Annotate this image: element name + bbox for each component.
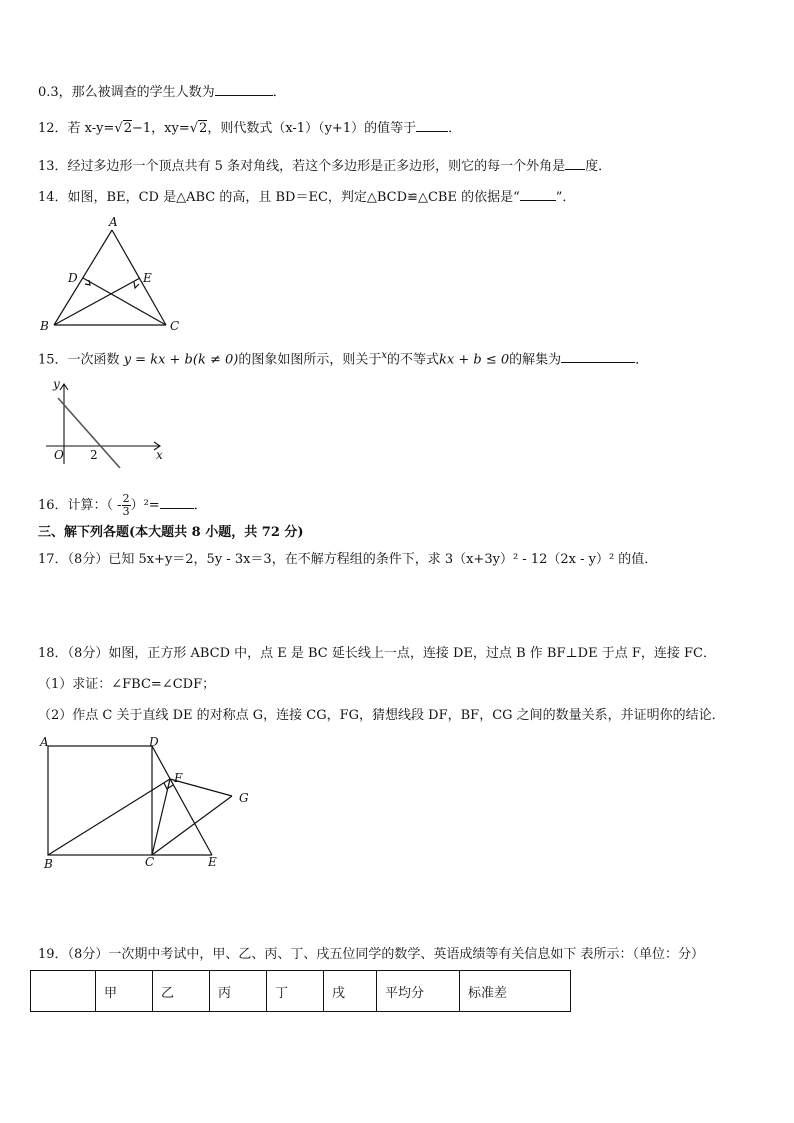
linear-function-graph: [40, 376, 170, 468]
fraction: $\frac{2}{3}$: [122, 492, 130, 518]
label-E: E: [208, 855, 217, 869]
question-17: 17．（8分）已知 5x+y＝2，5y - 3x＝3，在不解方程组的条件下，求 3（x+3y）² - 12（2x - y）² 的值．: [38, 552, 658, 567]
label-F: F: [174, 771, 183, 785]
label-A: A: [40, 735, 49, 749]
answer-blank: [565, 156, 585, 170]
answer-blank: [520, 187, 556, 201]
score-table: [30, 970, 571, 1012]
table-header-cell: 丁: [267, 971, 324, 1012]
label-E: E: [143, 271, 152, 285]
question-14: 14．如图，BE，CD 是△ABC 的高，且 BD＝EC，判定△BCD≌△CBE 的依据是“ ”．: [38, 187, 575, 207]
label-A: A: [109, 215, 118, 229]
table-header-cell: 甲: [96, 971, 153, 1012]
table-header-cell: 标准差: [460, 971, 571, 1012]
table-header-cell: [31, 971, 96, 1012]
label-C: C: [145, 855, 155, 869]
label-y: y: [53, 377, 60, 391]
table-header-cell: 乙: [153, 971, 210, 1012]
label-C: C: [170, 319, 180, 333]
label-O: O: [54, 448, 64, 462]
q11-tail: 0.3，那么被调查的学生人数为 ．: [38, 82, 286, 102]
label-B: B: [44, 857, 53, 871]
table-header-cell: 丙: [210, 971, 267, 1012]
question-16: 16．计算：（ - $\frac{2}{3}$ ）²= ．: [38, 492, 207, 518]
question-12: 12．若 x-y=√2−1，xy=√2，则代数式（x-1）（y+1）的值等于 ．: [38, 118, 461, 138]
label-2: 2: [90, 448, 98, 462]
question-18: 18．（8分）如图，正方形 ABCD 中，点 E 是 BC 延长线上一点，连接 DE，过点 B 作 BF⊥DE 于点 F，连接 FC．: [38, 646, 716, 661]
answer-blank: [561, 349, 635, 363]
answer-blank: [160, 495, 194, 509]
answer-blank: [215, 82, 273, 96]
question-19: 19．（8分）一次期中考试中，甲、乙、丙、丁、戌五位同学的数学、英语成绩等有关信息如下 表所示：（单位：分）: [38, 947, 704, 962]
square-figure: [36, 734, 256, 874]
question-13: 13．经过多边形一个顶点共有 5 条对角线，若这个多边形是正多边形，则它的每一个外角是 度．: [38, 156, 611, 176]
question-18-part-2: （2）作点 C 关于直线 DE 的对称点 G，连接 CG，FG，猜想线段 DF，BF，CG 之间的数量关系，并证明你的结论．: [38, 708, 725, 723]
label-D: D: [68, 271, 78, 285]
question-18-part-1: （1）求证：∠FBC=∠CDF；: [38, 677, 216, 692]
triangle-figure: [32, 212, 192, 337]
table-header-row: [31, 971, 571, 1012]
question-15: 15．一次函数 y = kx + b(k ≠ 0)的图象如图所示，则关于$^x$的不等式kx + b ≤ 0的解集为 ．: [38, 350, 649, 368]
label-B: B: [40, 319, 49, 333]
label-x: x: [156, 448, 163, 462]
answer-blank: [416, 118, 448, 132]
label-G: G: [239, 791, 249, 805]
label-D: D: [149, 735, 159, 749]
table-header-cell: 戌: [324, 971, 377, 1012]
section-heading: 三、解下列各题(本大题共 8 小题，共 72 分): [38, 525, 304, 540]
table-header-cell: 平均分: [377, 971, 460, 1012]
